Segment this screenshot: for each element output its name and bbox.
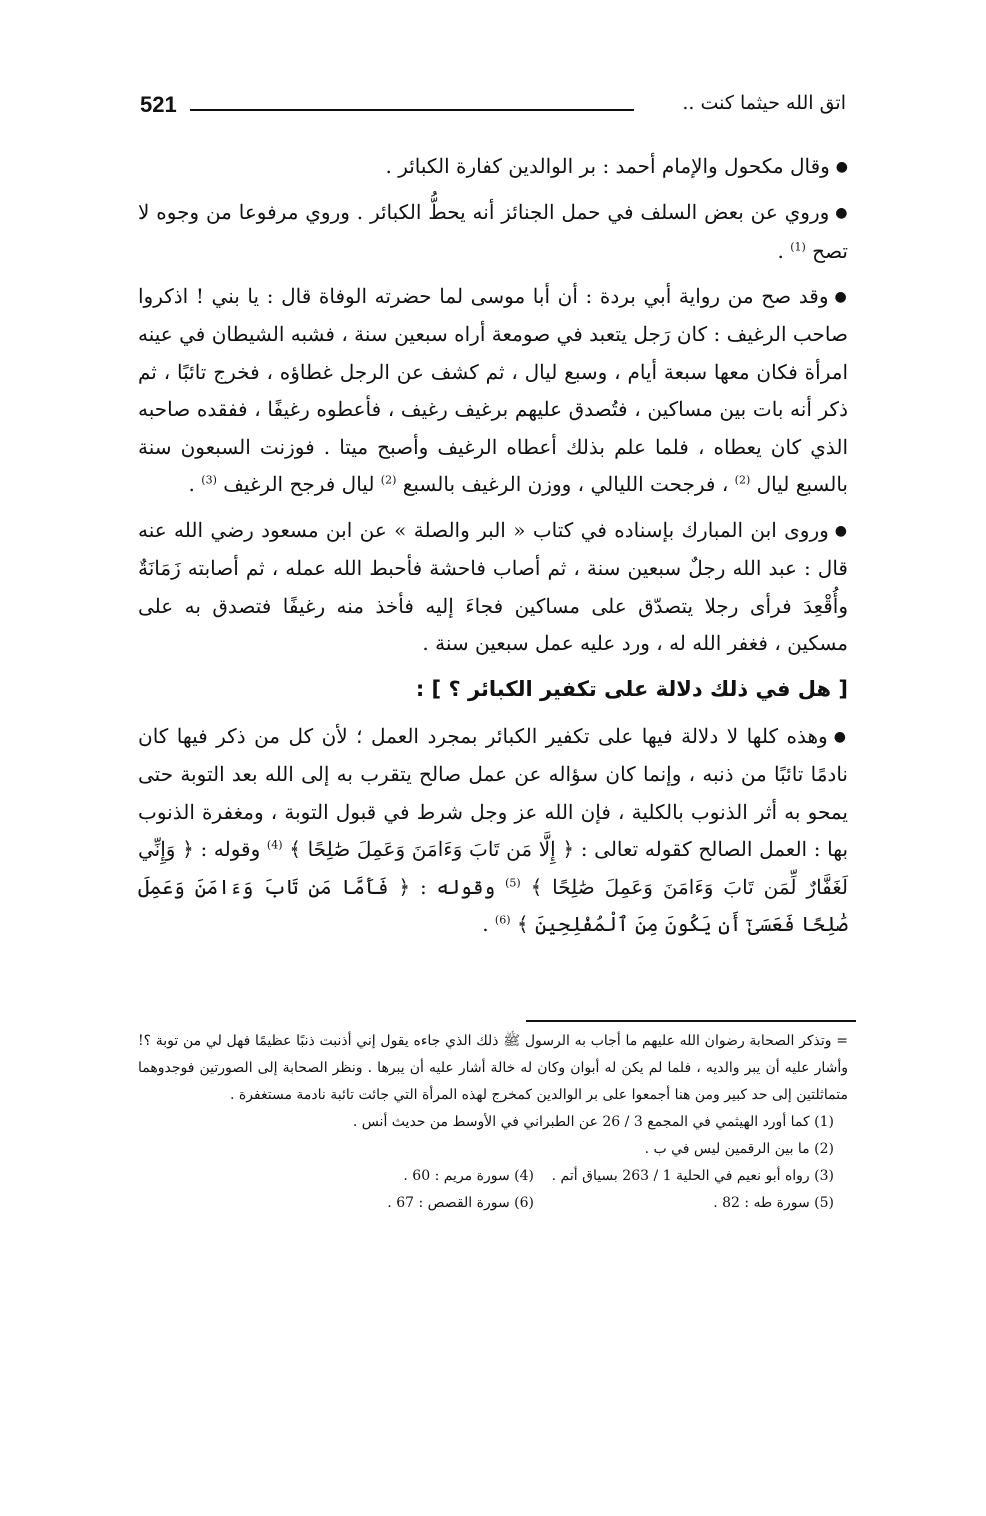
bullet-icon: ● <box>833 728 849 745</box>
footnote-ref: (4) <box>266 838 283 852</box>
footnote-separator <box>526 1020 856 1022</box>
page-header <box>140 92 846 132</box>
footnote-ref: (2) <box>380 473 397 487</box>
bullet-icon: ● <box>835 158 848 175</box>
main-text <box>138 148 848 952</box>
page-number: 521 <box>140 92 177 117</box>
footnote-item: (3) رواه أبو نعيم في الحلية 1 / 263 بسياق أتم . <box>551 1168 834 1184</box>
bullet-icon: ● <box>834 522 848 539</box>
paragraph: ●وقال مكحول والإمام أحمد : بر الوالدين كفارة الكبائر . <box>385 154 848 178</box>
running-title: اتق الله حيثما كنت .. <box>682 92 846 114</box>
footnote-row <box>138 1163 848 1190</box>
footnote-ref: (3) <box>201 473 217 487</box>
footnote-continuation: = وتذكر الصحابة رضوان الله عليهم ما أجاب به الرسول ﷺ ذلك الذي جاءه يقول إني أذنبت ذنبًا عظيمًا فهل لي من توبة ؟! وأشار عليه أن يبر والديه ، فلما لم يكن له أبوان وكان له خالة أشار عليه أن يبرها . ونظر الصحابة إلى الصورتين فوجدوهما متماثلتين إلى حد كبير ومن هنا أجمعوا على بر الوالدين كمخرج لهذه المرأة التي جائت تائبة نادمة مستغفرة . <box>138 1033 848 1103</box>
footnote-item: (6) سورة القصص : 67 . <box>387 1195 534 1211</box>
bullet-icon: ● <box>835 205 848 221</box>
quran-verse: ﴿ إِلَّا مَن تَابَ وَءَامَنَ وَعَمِلَ صَٰلِحًا ﴾ <box>289 837 575 862</box>
header-rule <box>190 109 634 111</box>
footnote-ref: (5) <box>505 876 521 890</box>
footnotes <box>138 1028 848 1217</box>
quran-verse: ﴿ وَإِنِّي لَغَفَّارٌ لِّمَن تَابَ وَءَامَنَ وَعَمِلَ صَٰلِحًا ﴾ <box>138 837 849 899</box>
paragraph: ●وقد صح من رواية أبي بردة : أن أبا موسى لما حضرته الوفاة قال : يا بني ! اذكروا صاحب الرغيف : كان رَجل يتعبد في صومعة أراه سبعين سنة ، فشبه الشيطان في عينه امرأة فكان معها سبعة أيام ، وسبع ليال ، ثم كشف عن الرجل غطاؤه ، فخرج تائبًا ، ثم ذكر أنه بات بين مساكين ، فتُصدق عليهم برغيف رغيف ، فأعطوه رغيفًا ، ففقده صاحبه الذي كان يعطاه ، فلما علم بذلك أعطاه الرغيف وأصبح ميتا . فوزنت السبعون سنة بالسبع ليال $^{(2)}$ ، فرجحت الليالي ، ووزن الرغيف بالسبع $^{(2)}$ ليال فرجح الرغيف $^{(3)}$ . <box>138 284 849 497</box>
paragraph: ●وهذه كلها لا دلالة فيها على تكفير الكبائر بمجرد العمل ؛ لأن كل من ذكر فيها كان نادمًا تائبًا من ذنبه ، وإنما كان سؤاله عن عمل صالح يتقرب به إلى الله بعد التوبة حتى يمحو به أثر الذنوب بالكلية ، فإن الله عز وجل شرط في قبول التوبة ، ومغفرة الذنوب بها : العمل الصالح كقوله تعالى : ﴿ إِلَّا مَن تَابَ وَءَامَنَ وَعَمِلَ صَٰلِحًا ﴾ $^{(4)}$ وقوله : ﴿ وَإِنِّي لَغَفَّارٌ لِّمَن تَابَ وَءَامَنَ وَعَمِلَ صَٰلِحًا ﴾ $^{(5)}$ وقوله : ﴿ فَأَمَّا مَن تَابَ وَءَامَنَ وَعَمِلَ صَٰلِحًا فَعَسَىٰٓ أَن يَكُونَ مِنَ ٱلْمُفْلِحِينَ ﴾ $^{(6)}$ . <box>138 724 849 937</box>
footnote-item: (4) سورة مريم : 60 . <box>403 1168 534 1184</box>
footnote-row <box>138 1190 848 1217</box>
quran-verse: ﴿ فَأَمَّا مَن تَابَ وَءَامَنَ وَعَمِلَ صَٰلِحًا فَعَسَىٰٓ أَن يَكُونَ مِنَ ٱلْمُفْلِحِينَ ﴾ <box>138 874 848 937</box>
footnote-ref: (2) <box>734 473 751 487</box>
paragraph: ●وروى ابن المبارك بإسناده في كتاب « البر والصلة » عن ابن مسعود رضي الله عنه قال : عبد الله رجلٌ سبعين سنة ، ثم أصاب فاحشة فأحبط الله عمله ، ثم أصابته زَمَانَةٌ وأُقْعِدَ فرأى رجلا يتصدّق على مساكين فجاءَ إليه فأخذ منه رغيفًا فتصدق به على مسكين ، فغفر الله له ، ورد عليه عمل سبعين سنة . <box>138 517 848 655</box>
footnote-item: (1) كما أورد الهيثمي في المجمع 3 / 26 عن الطبراني في الأوسط من حديث أنس . <box>352 1114 834 1130</box>
footnote-item: (5) سورة طه : 82 . <box>713 1195 834 1211</box>
footnote-item: (2) ما بين الرقمين ليس في ب . <box>644 1141 834 1157</box>
section-heading: [ هل في ذلك دلالة على تكفير الكبائر ؟ ] : <box>415 676 848 701</box>
footnote-ref: (6) <box>494 913 511 927</box>
footnote-ref: (1) <box>790 239 806 253</box>
bullet-icon: ● <box>834 288 849 305</box>
paragraph: ●وروي عن بعض السلف في حمل الجنائز أنه يحطُّ الكبائر . وروي مرفوعا من وجوه لا تصح $^{(1)}$ . <box>138 200 848 263</box>
